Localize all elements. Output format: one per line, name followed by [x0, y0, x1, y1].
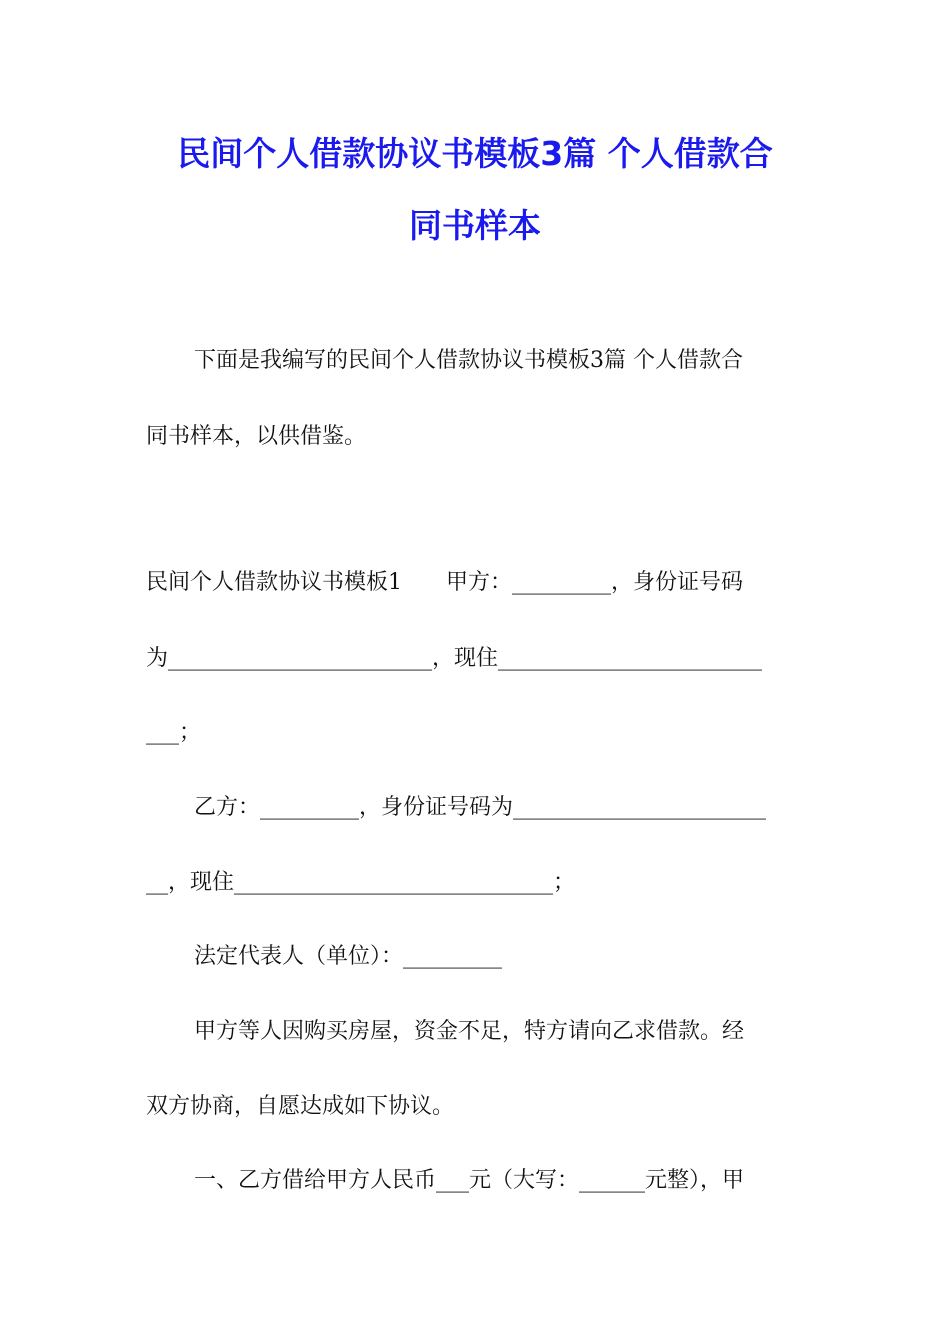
document-title-line-1: 民间个人借款协议书模板3篇 个人借款合 [177, 134, 773, 173]
legal-rep-line: 法定代表人（单位）：_________ [194, 944, 503, 969]
party-a-line-1: 民间个人借款协议书模板1 甲方：_________，身份证号码 [146, 570, 743, 595]
party-a-line-2: 为________________________，现住________________________ [146, 646, 763, 671]
party-b-line-2: __，现住_____________________________； [146, 870, 576, 895]
purpose-line-1: 甲方等人因购买房屋，资金不足，特方请向乙求借款。经 [194, 1019, 745, 1044]
clause-1-line: 一、乙方借给甲方人民币___元（大写：______元整），甲 [194, 1168, 745, 1193]
intro-line-1: 下面是我编写的民间个人借款协议书模板3篇 个人借款合 [194, 348, 743, 373]
intro-line-2: 同书样本，以供借鉴。 [146, 424, 367, 449]
party-b-line-1: 乙方：_________，身份证号码为_______________________ [194, 795, 767, 820]
document-title-line-2: 同书样本 [409, 206, 541, 245]
purpose-line-2: 双方协商，自愿达成如下协议。 [146, 1094, 455, 1119]
party-a-line-3: ___； [146, 720, 202, 745]
